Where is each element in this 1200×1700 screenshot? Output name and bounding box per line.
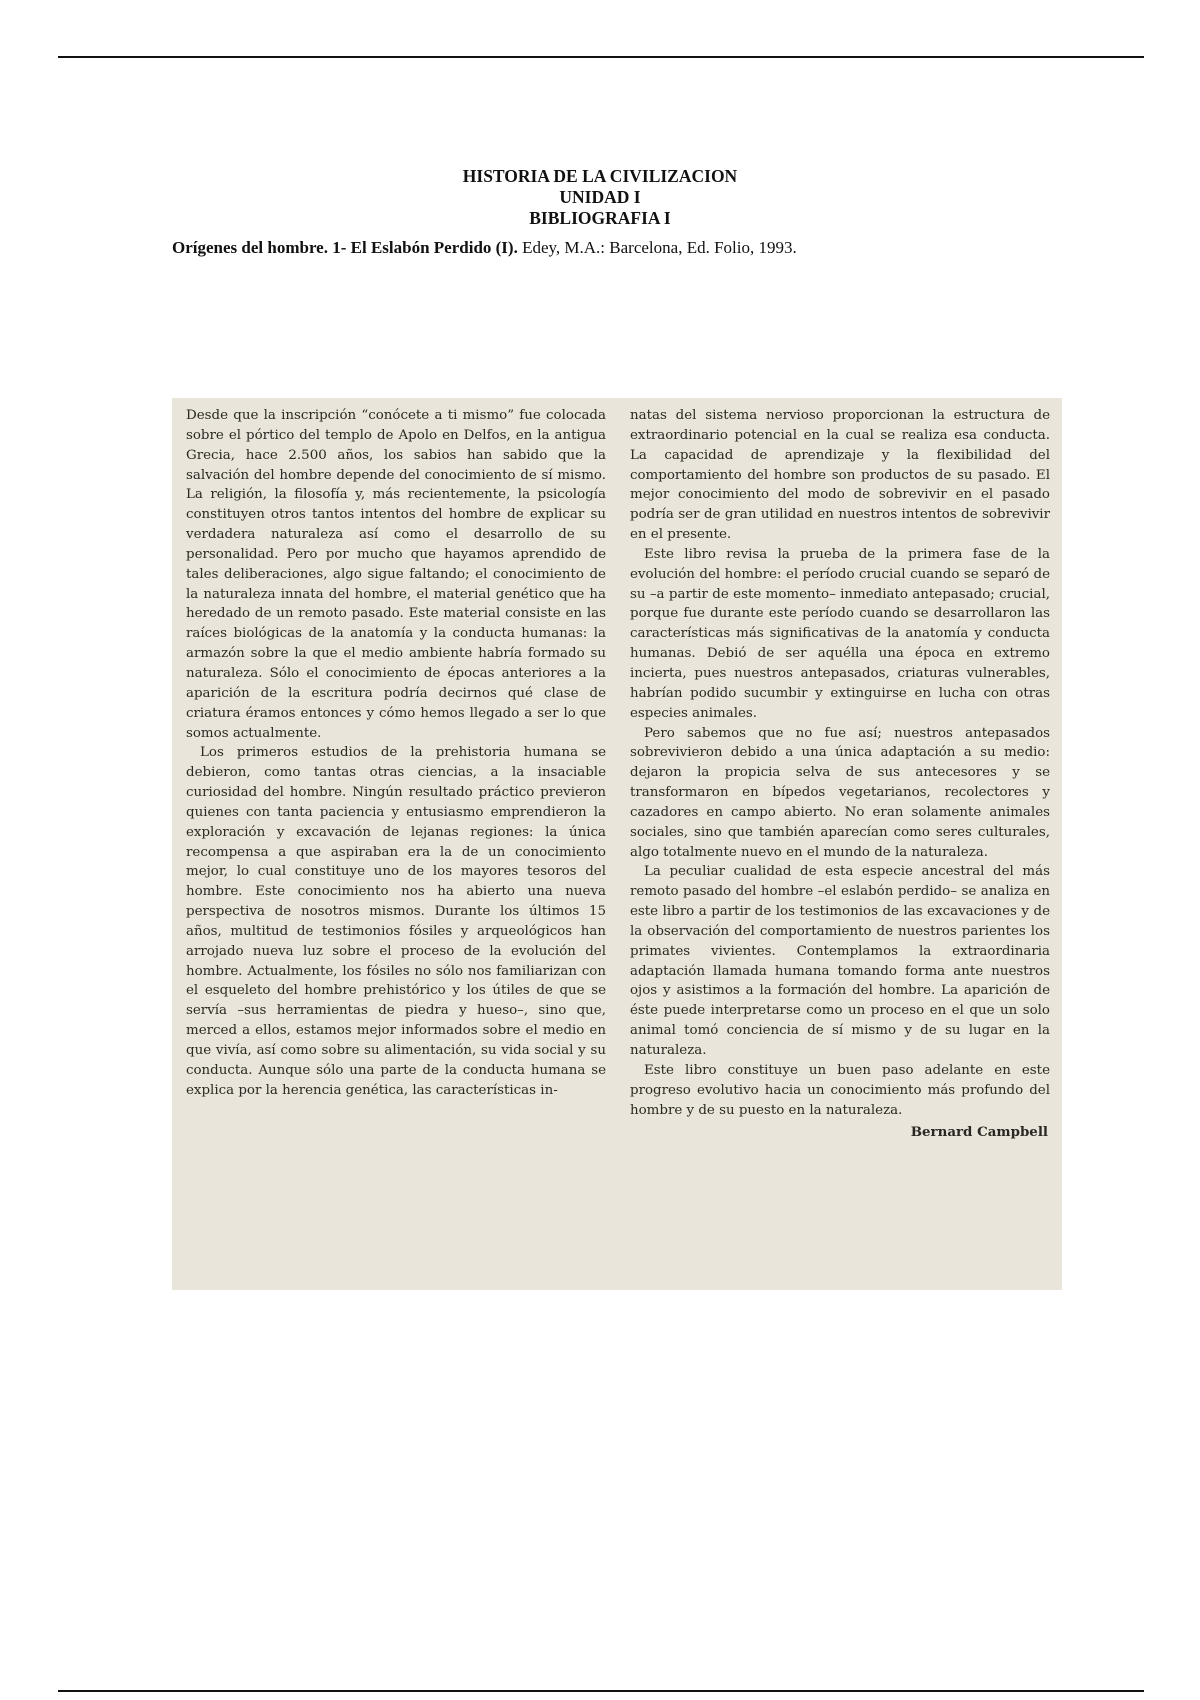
- course-title: HISTORIA DE LA CIVILIZACION: [462, 166, 738, 186]
- right-paragraph-2: Este libro revisa la prueba de la primera fase de la evolución del hombre: el período crucial cuando se separó de su –a partir de este momento– inmediato antepasado; crucial, porque fue durante este período cuando se desarrollaron las características más significativas de la anatomía y conducta humanas. Debió de ser aquélla una época en extremo incierta, pues nuestros antepasados, criaturas vulnerables, habrían podido sucumbir y extinguirse en lucha con otras especies animales.: [630, 546, 1050, 721]
- article-signature: Bernard Campbell: [910, 1124, 1048, 1141]
- bibliography-title: BIBLIOGRAFIA I: [529, 208, 671, 228]
- bottom-rule: [58, 1690, 1144, 1692]
- left-paragraph-1: Desde que la inscripción “conócete a ti mismo” fue colocada sobre el pórtico del templo de Apolo en Delfos, en la antigua Grecia, hace 2.500 años, los sabios han sabido que la salvación del hombre depende del conocimiento de sí mismo. La religión, la filosofía y, más recientemente, la psicología constituyen otros tantos intentos del hombre de explicar su verdadera naturaleza así como el desarrollo de su personalidad. Pero por mucho que hayamos aprendido de tales deliberaciones, algo sigue faltando; el conocimiento de la naturaleza innata del hombre, el material genético que ha heredado de un remoto pasado. Este material consiste en las raíces biológicas de la anatomía y la conducta humanas: la armazón sobre la que el medio ambiente habría formado su naturaleza. Sólo el conocimiento de épocas anteriores a la aparición de la escritura podría decirnos qué clase de criatura éramos entonces y cómo hemos llegado a ser lo que somos actualmente.: [186, 408, 606, 741]
- citation-title: Orígenes del hombre. 1- El Eslabón Perdido (I).: [172, 238, 518, 257]
- article-columns: [186, 406, 1050, 1143]
- unit-title: UNIDAD I: [559, 187, 641, 207]
- scanned-article: [172, 398, 1062, 1290]
- article-left-column: [186, 406, 606, 1143]
- left-paragraph-2: Los primeros estudios de la prehistoria humana se debieron, como tantas otras ciencias, a la insaciable curiosidad del hombre. Ningún resultado práctico previeron quienes con tanta paciencia y entusiasmo emprendieron la exploración y excavación de lejanas regiones: la única recompensa a que aspiraban era la de un conocimiento mejor, lo cual constituye uno de los mayores tesoros del hombre. Este conocimiento nos ha abierto una nueva perspectiva de nosotros mismos. Durante los últimos 15 años, multitud de testimonios fósiles y arqueológicos han arrojado nueva luz sobre el proceso de la evolución del hombre. Actualmente, los fósiles no sólo nos familiarizan con el esqueleto del hombre prehistórico y los útiles de que se servía –sus herramientas de piedra y hueso–, sino que, merced a ellos, estamos mejor informados sobre el medio en que vivía, así como sobre su alimentación, su vida social y su conducta. Aunque sólo una parte de la conducta humana se explica por la herencia genética, las características in-: [186, 745, 606, 1098]
- right-paragraph-5: Este libro constituye un buen paso adelante en este progreso evolutivo hacia un conocimiento más profundo del hombre y de su puesto en la naturaleza.: [630, 1062, 1050, 1118]
- right-paragraph-1: natas del sistema nervioso proporcionan la estructura de extraordinario potencial en la cual se realiza esa conducta. La capacidad de aprendizaje y la flexibilidad del comportamiento del hombre son productos de su pasado. El mejor conocimiento del modo de sobrevivir en el pasado podría ser de gran utilidad en nuestros intentos de sobrevivir en el presente.: [630, 408, 1050, 543]
- page-header: [0, 166, 1200, 229]
- citation: [172, 238, 797, 258]
- right-paragraph-3: Pero sabemos que no fue así; nuestros antepasados sobrevivieron debido a una única adaptación a su medio: dejaron la propicia selva de sus antecesores y se transformaron en bípedos vegetarianos, recolectores y cazadores en campo abierto. No eran solamente animales sociales, sino que también aparecían como seres culturales, algo totalmente nuevo en el mundo de la naturaleza.: [630, 725, 1050, 860]
- top-rule: [58, 56, 1144, 58]
- citation-reference: Edey, M.A.: Barcelona, Ed. Folio, 1993.: [517, 238, 797, 257]
- article-right-column: [630, 406, 1050, 1143]
- right-paragraph-4: La peculiar cualidad de esta especie ancestral del más remoto pasado del hombre –el eslabón perdido– se analiza en este libro a partir de los testimonios de las excavaciones y de la observación del comportamiento de nuestros parientes los primates vivientes. Contemplamos la extraordinaria adaptación llamada humana tomando forma ante nuestros ojos y asistimos a la formación del hombre. La aparición de éste puede interpretarse como un proceso en el que un solo animal tomó conciencia de sí mismo y de su lugar en la naturaleza.: [630, 864, 1050, 1058]
